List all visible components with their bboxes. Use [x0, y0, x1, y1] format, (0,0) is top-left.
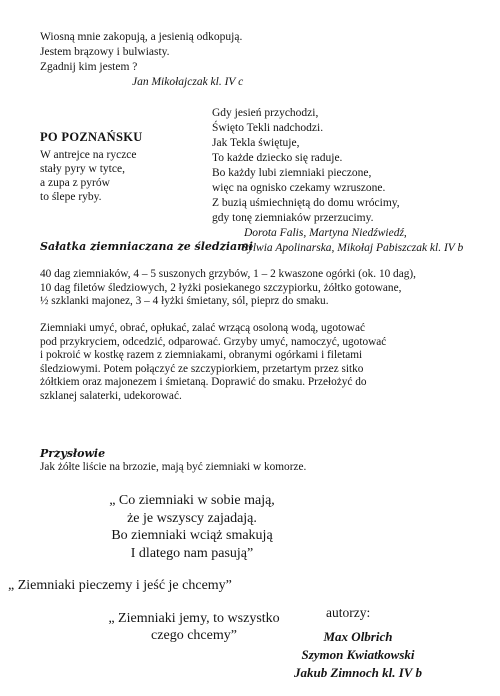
riddle-line: Jestem brązowy i bulwiasty. — [40, 46, 170, 58]
author-name: Max Olbrich — [323, 629, 393, 644]
method-line: żółtkiem oraz majonezem i śmietaną. Doprawić do smaku. Przełożyć do — [40, 376, 367, 389]
method-line: pod przykryciem, odcedzić, odparować. Grzyby umyć, namoczyć, ugotować — [40, 335, 387, 348]
poem-line: gdy tonę ziemniaków przerzucimy. — [212, 212, 374, 224]
poem-line: Święto Tekli nadchodzi. — [212, 122, 324, 134]
poem-line: Jak Tekla świętuje, — [212, 137, 300, 149]
poem-author: Dorota Falis, Martyna Niedźwiedź, — [244, 227, 407, 239]
author-name: Szymon Kwiatkowski — [301, 647, 415, 662]
author-name: Jakub Zimnoch kl. IV b — [294, 665, 422, 680]
quote-line: „ Ziemniaki jemy, to wszystko — [108, 611, 280, 626]
poem-line: To każde dziecko się raduje. — [212, 152, 343, 164]
poem-left — [40, 148, 137, 204]
riddle — [40, 30, 243, 90]
recipe-title: Sałatka ziemniaczana ze śledziami — [40, 240, 253, 253]
quote-line: „ Ziemniaki pieczemy i jeść je chcemy” — [8, 578, 232, 593]
method-line: szklanej salaterki, udekorować. — [40, 389, 182, 402]
poem-line: Bo każdy lubi ziemniaki pieczone, — [212, 167, 372, 179]
quote-line: „ Co ziemniaki w sobie mają, — [109, 493, 275, 508]
poem-author: Sylwia Apolinarska, Mikołaj Pabiszczak kl. IV b — [242, 242, 464, 254]
ingredients-line: 10 dag filetów śledziowych, 2 łyżki posiekanego szczypiorku, żółtko gotowane, — [40, 281, 402, 294]
poem-line: więc na ognisko czekamy wzruszone. — [212, 182, 386, 194]
riddle-line: Wiosną mnie zakopują, a jesienią odkopują. — [40, 31, 243, 43]
riddle-line: Zgadnij kim jestem ? — [40, 61, 138, 73]
proverb-text: Jak żółte liście na brzozie, mają być ziemniaki w komorze. — [40, 461, 307, 473]
poem-line: stały pyry w tytce, — [40, 163, 125, 175]
poem-title: PO POZNAŃSKU — [40, 130, 143, 144]
quote-line: Bo ziemniaki wciąż smakują — [111, 528, 273, 543]
recipe-method — [40, 322, 386, 404]
poem-line: Gdy jesień przychodzi, — [212, 107, 319, 119]
method-line: Ziemniaki umyć, obrać, opłukać, zalać wrzącą osoloną wodą, ugotować — [40, 322, 365, 334]
ingredients-line: ½ szklanki majonez, 3 – 4 łyżki śmietany, sól, pieprz do smaku. — [40, 295, 329, 307]
authors-list — [268, 628, 448, 682]
riddle-author: Jan Mikołajczak kl. IV c — [132, 76, 244, 88]
method-line: śledziowymi. Potem połączyć ze szczypiorkiem, przetartym przez sitko — [40, 362, 364, 375]
poem-right — [212, 106, 463, 256]
authors-label: autorzy: — [326, 605, 371, 620]
poem-line: W antrejce na ryczce — [40, 149, 137, 161]
quote-block — [0, 492, 384, 562]
method-line: i pokroić w kostkę razem z ziemniakami, obranymi ogórkami i filetami — [40, 349, 363, 362]
quote-line: że je wszyscy zajadają. — [127, 510, 257, 526]
quote-line: czego chcemy” — [151, 628, 237, 643]
poem-line: to ślepe ryby. — [40, 191, 102, 203]
recipe-ingredients — [40, 268, 416, 309]
proverb-title: Przysłowie — [40, 447, 106, 460]
ingredients-line: 40 dag ziemniaków, 4 – 5 suszonych grzybów, 1 – 2 kwaszone ogórki (ok. 10 dag), — [40, 268, 416, 280]
poem-line: a zupa z pyrów — [40, 177, 110, 189]
poem-line: Z buzią uśmiechniętą do domu wrócimy, — [212, 197, 400, 209]
quote-line: I dlatego nam pasują” — [130, 545, 254, 561]
